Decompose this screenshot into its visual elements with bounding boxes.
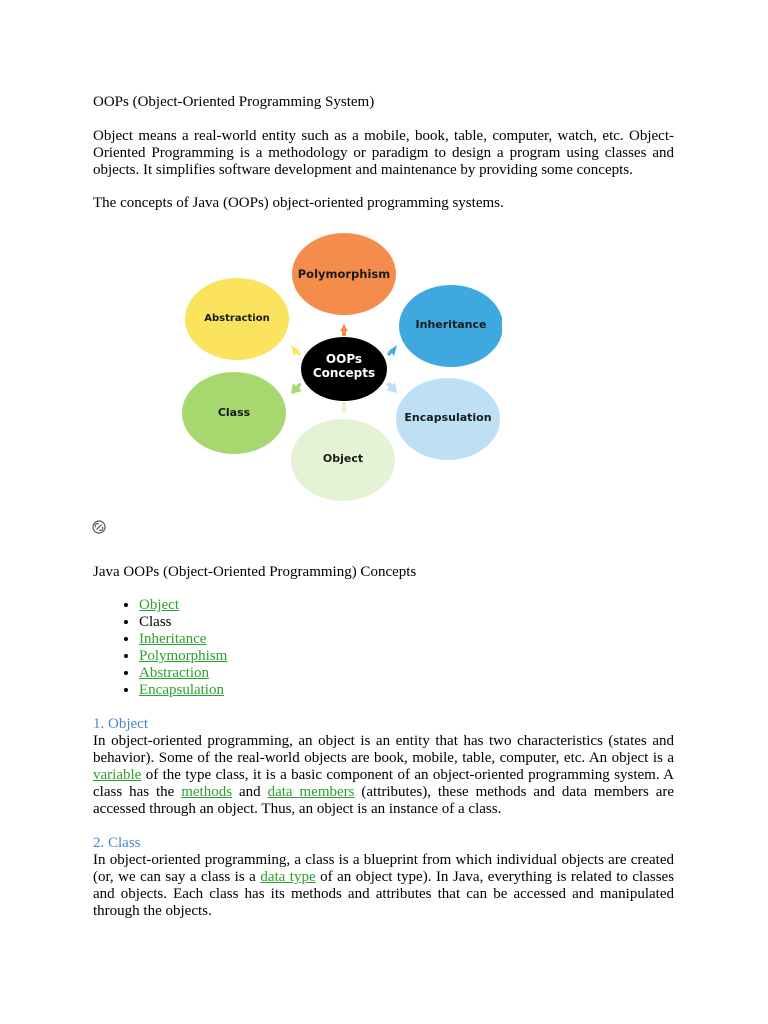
arrow-up-icon [340, 324, 348, 336]
methods-link[interactable]: methods [181, 784, 233, 800]
list-item[interactable] [139, 631, 720, 648]
object-section-paragraph [93, 733, 674, 818]
encapsulation-link[interactable]: Encapsulation [139, 682, 224, 698]
abstraction-label: Abstraction [204, 313, 270, 324]
concepts-list [93, 597, 720, 699]
list-heading: Java OOPs (Object-Oriented Programming) Concepts [93, 564, 417, 580]
data-members-link[interactable]: data members [267, 784, 355, 800]
class-section-paragraph [93, 852, 674, 920]
class-text-2: of an object type). In Java, everything is related to classes and objects. Each class has its methods and attributes that can be accessed and manipulated through the objects. [93, 869, 675, 919]
center-label-line2: Concepts [312, 366, 376, 380]
intro-paragraph: Object means a real-world entity such as a mobile, book, table, computer, watch, etc. Object-Oriented Programming is a methodology or paradigm to design a program using classes and objects. It simplifies software development and maintenance by providing some concepts. [93, 128, 674, 178]
arrow-up-left-icon [291, 345, 302, 356]
list-item[interactable] [139, 597, 720, 614]
arrow-up-right-icon [386, 345, 397, 356]
abstraction-link[interactable]: Abstraction [139, 665, 209, 681]
list-item[interactable] [139, 682, 720, 699]
list-item[interactable] [139, 648, 720, 665]
object-link[interactable]: Object [139, 597, 179, 613]
oops-concepts-diagram [180, 232, 502, 504]
list-item[interactable] [139, 665, 720, 682]
inheritance-link[interactable]: Inheritance [139, 631, 207, 647]
list-item [139, 614, 720, 631]
arrow-down-left-icon [291, 383, 302, 394]
arrow-down-icon [340, 402, 348, 414]
class-section-heading: 2. Class [93, 835, 141, 851]
class-text: Class [139, 614, 172, 630]
object-label: Object [322, 452, 364, 465]
center-label-line1: OOPs [325, 352, 363, 366]
arrow-down-right-icon [386, 382, 397, 393]
encapsulation-label: Encapsulation [404, 411, 492, 424]
object-text-4: (attributes), these methods and data members are accessed through an object. Thus, an object is an instance of a class. [93, 784, 675, 817]
class-label: Class [217, 406, 251, 419]
class-text-1: In object-oriented programming, a class is a blueprint from which individual objects are created (or, we can say a class is a [93, 852, 674, 885]
object-section-heading: 1. Object [93, 716, 148, 732]
polymorphism-label: Polymorphism [297, 267, 391, 281]
object-text-2: of the type class, it is a basic component of an object-oriented programming system. A class has the [93, 767, 675, 800]
object-text-3: and [239, 784, 261, 800]
concepts-line: The concepts of Java (OOPs) object-oriented programming systems. [93, 195, 504, 211]
variable-link[interactable]: variable [93, 767, 142, 783]
data-type-link[interactable]: data type [260, 869, 316, 885]
page-title: OOPs (Object-Oriented Programming System) [93, 94, 375, 110]
inheritance-label: Inheritance [415, 318, 487, 331]
polymorphism-link[interactable]: Polymorphism [139, 648, 228, 664]
object-text-1: In object-oriented programming, an object is an entity that has two characteristics (states and behavior). Some of the real-world objects are book, mobile, table, computer, etc. An object is a [93, 733, 674, 766]
link-circle-icon[interactable] [92, 520, 106, 534]
